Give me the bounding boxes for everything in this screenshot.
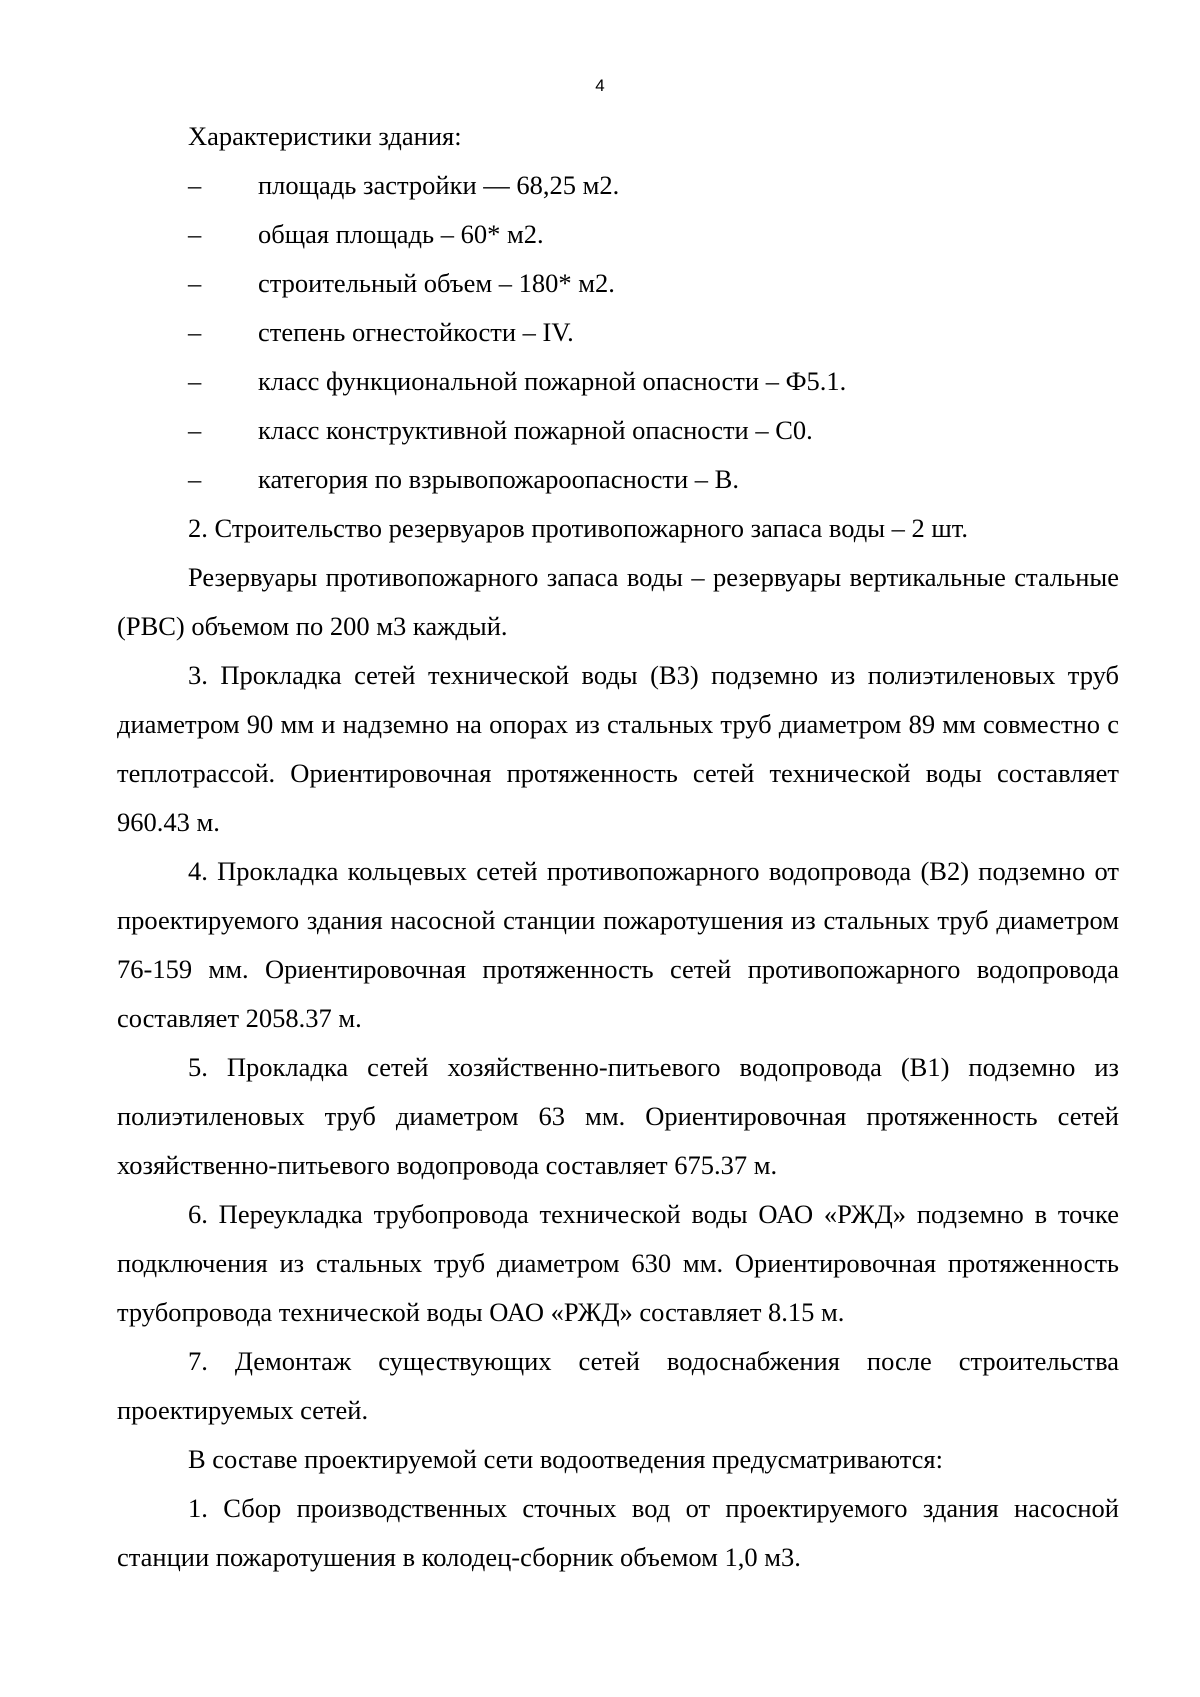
list-item-text: строительный объем – 180* м2.	[258, 268, 615, 298]
page-number: 4	[595, 76, 605, 95]
paragraph-reservoirs-description: Резервуары противопожарного запаса воды – резервуары вертикальные стальные (РВС) объемом по 200 м3 каждый.	[117, 562, 1119, 641]
list-item-built-up-area	[117, 161, 1119, 210]
list-dash: –	[188, 268, 202, 298]
list-dash: –	[188, 415, 202, 445]
list-item-building-volume	[117, 259, 1119, 308]
building-characteristics-list	[117, 161, 1119, 504]
list-item-fire-resistance	[117, 308, 1119, 357]
paragraph-reservoirs-construction: 2. Строительство резервуаров противопожарного запаса воды – 2 шт.	[188, 513, 969, 543]
list-item-functional-fire-class	[117, 357, 1119, 406]
paragraph-wastewater-collection: 1. Сбор производственных сточных вод от проектируемого здания насосной станции пожаротушения в колодец-сборник объемом 1,0 м3.	[117, 1493, 1119, 1572]
paragraph-technical-water-network: 3. Прокладка сетей технической воды (В3) подземно из полиэтиленовых труб диаметром 90 мм и надземно на опорах из стальных труб диаметром 89 мм совместно с теплотрассой. Ориентировочная протяженность сетей технической воды составляет 960.43 м.	[117, 660, 1119, 837]
paragraph-drinking-water-network: 5. Прокладка сетей хозяйственно-питьевого водопровода (В1) подземно из полиэтиленовых труб диаметром 63 мм. Ориентировочная протяженность сетей хозяйственно-питьевого водопровода составляет 675.37 м.	[117, 1052, 1119, 1180]
list-dash: –	[188, 464, 202, 494]
list-dash: –	[188, 366, 202, 396]
list-item-text: общая площадь – 60* м2.	[258, 219, 544, 249]
paragraph-dismantling: 7. Демонтаж существующих сетей водоснабжения после строительства проектируемых сетей.	[117, 1346, 1119, 1425]
list-item-text: класс функциональной пожарной опасности – Ф5.1.	[258, 366, 847, 396]
list-dash: –	[188, 219, 202, 249]
list-item-total-area	[117, 210, 1119, 259]
list-item-text: площадь застройки — 68,25 м2.	[258, 170, 620, 200]
list-item-text: категория по взрывопожароопасности – В.	[258, 464, 739, 494]
building-characteristics-heading: Характеристики здания:	[188, 121, 462, 151]
paragraph-fire-water-network: 4. Прокладка кольцевых сетей противопожарного водопровода (В2) подземно от проектируемого здания насосной станции пожаротушения из стальных труб диаметром 76-159 мм. Ориентировочная протяженность сетей противопожарного водопровода составляет 2058.37 м.	[117, 856, 1119, 1033]
list-item-text: степень огнестойкости – IV.	[258, 317, 574, 347]
paragraph-pipeline-relaying: 6. Переукладка трубопровода технической воды ОАО «РЖД» подземно в точке подключения из стальных труб диаметром 630 мм. Ориентировочная протяженность трубопровода технической воды ОАО «РЖД» составляет 8.15 м.	[117, 1199, 1119, 1327]
sewer-network-heading: В составе проектируемой сети водоотведения предусматриваются:	[188, 1444, 943, 1474]
list-item-text: класс конструктивной пожарной опасности – С0.	[258, 415, 813, 445]
list-item-structural-fire-class	[117, 406, 1119, 455]
list-dash: –	[188, 317, 202, 347]
list-item-explosion-category	[117, 455, 1119, 504]
document-body	[117, 112, 1119, 1582]
list-dash: –	[188, 170, 202, 200]
